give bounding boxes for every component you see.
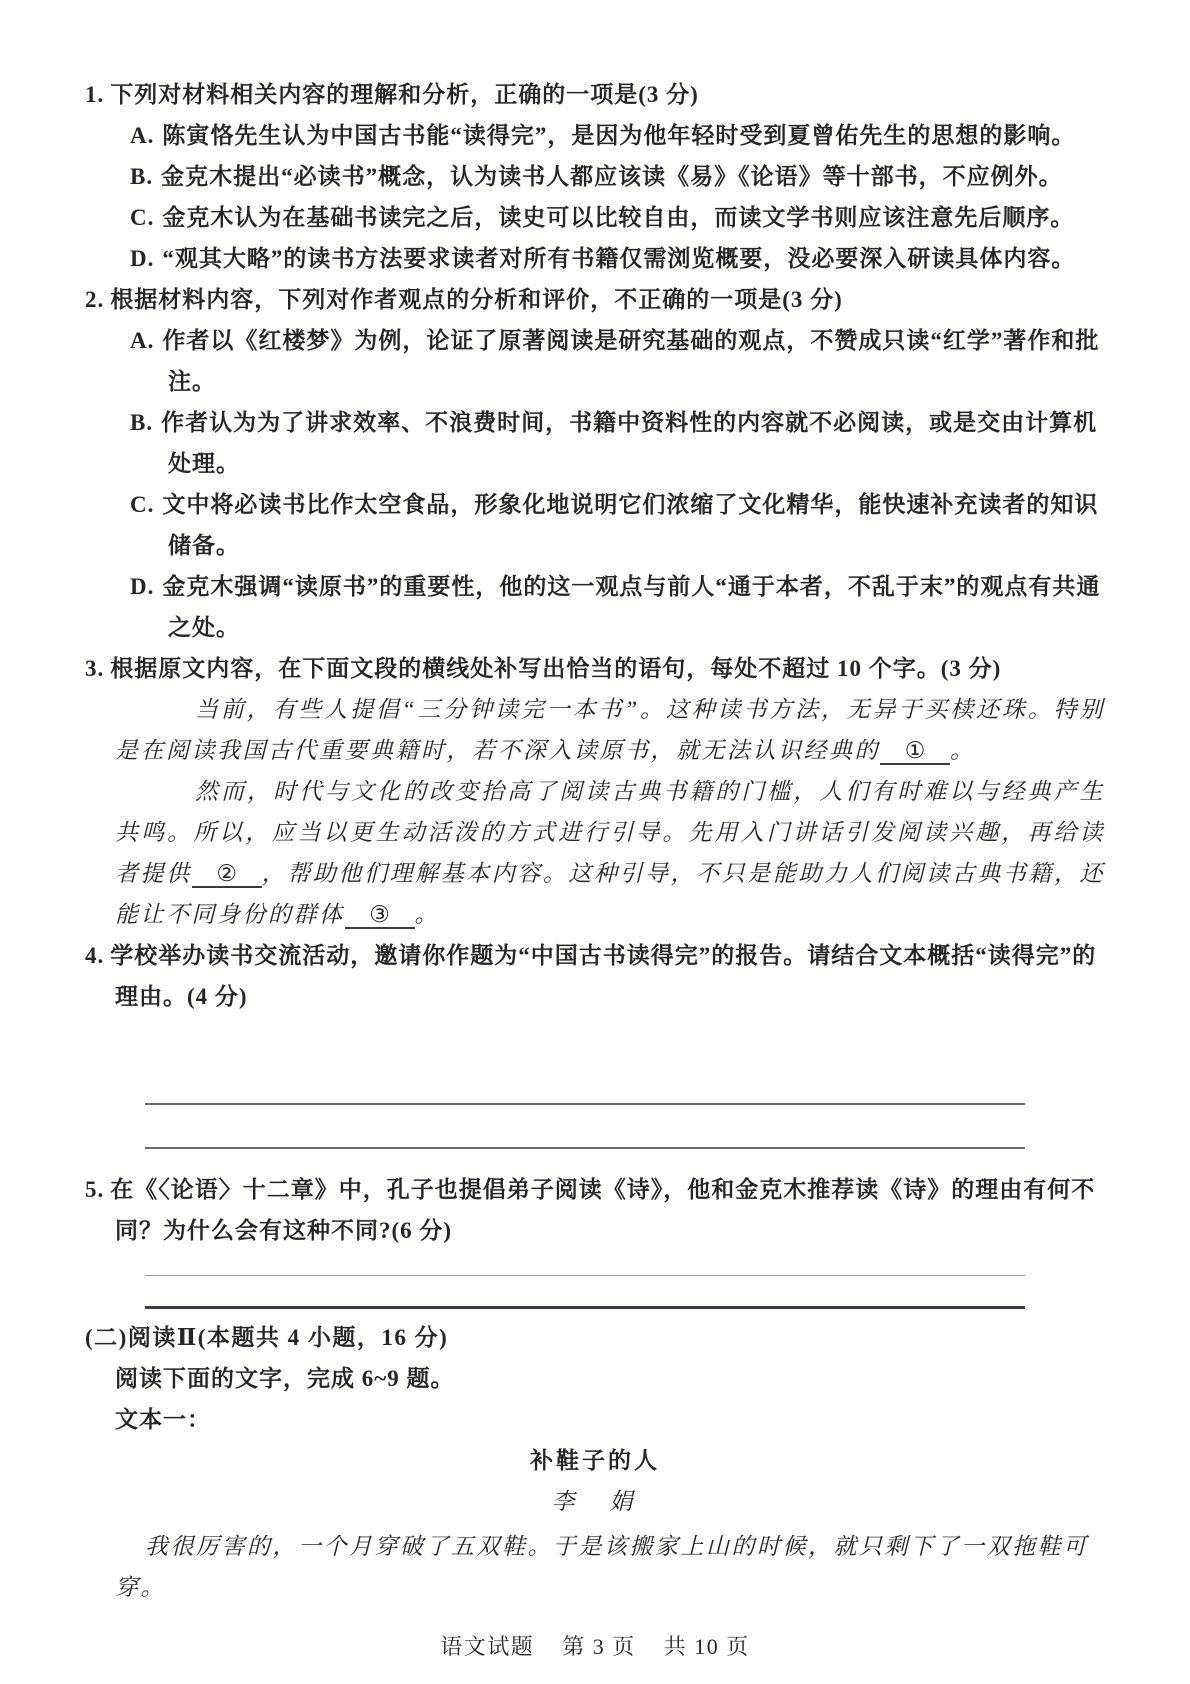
blank-2 <box>192 862 262 888</box>
option-c-label: C. <box>130 492 155 517</box>
option-a-text: 作者以《红楼梦》为例，论证了原著阅读是研究基础的观点，不赞成只读“红学”著作和批注。 <box>162 328 1100 394</box>
question-4-stem <box>85 935 1105 1017</box>
section-2-heading: (二)阅读Ⅱ(本题共 4 小题，16 分) <box>85 1325 449 1350</box>
option-a-label: A. <box>130 328 155 353</box>
option-c-label: C. <box>130 205 155 230</box>
blank-1 <box>880 739 950 765</box>
question-1-stem <box>85 74 1105 115</box>
fill-in-passage <box>85 689 1105 935</box>
answer-line <box>145 1275 1025 1276</box>
question-3-stem <box>85 648 1105 689</box>
question-1-text: 下列对材料相关内容的理解和分析，正确的一项是(3 分) <box>110 82 699 107</box>
blank-3 <box>345 903 415 929</box>
question-1-option-c <box>130 197 1105 238</box>
option-c-text: 文中将必读书比作太空食品，形象化地说明它们浓缩了文化精华，能快速补充读者的知识储备。 <box>162 492 1099 558</box>
option-c-text: 金克木认为在基础书读完之后，读史可以比较自由，而读文学书则应该注意先后顺序。 <box>162 205 1075 230</box>
question-2-option-d <box>130 566 1105 648</box>
question-5-text: 在《〈论语〉十二章》中，孔子也提倡弟子阅读《诗》，他和金克木推荐读《诗》的理由有何不同？为什么会有这种不同?(6 分) <box>110 1177 1096 1243</box>
option-b-label: B. <box>130 164 154 189</box>
reading-instruction: 阅读下面的文字，完成 6~9 题。 <box>115 1366 455 1391</box>
question-2-option-a <box>130 320 1105 402</box>
passage-paragraph-1 <box>115 689 1105 771</box>
answer-line <box>145 1306 1025 1309</box>
option-a-label: A. <box>130 123 155 148</box>
blank-3-marker: ③ <box>369 902 390 927</box>
option-d-label: D. <box>130 246 155 271</box>
passage-2-text: 然而，时代与文化的改变抬高了阅读古典书籍的门槛，人们有时难以与经典产生共鸣。所以，应当以更生动活泼的方式进行引导。先用入门讲话引发阅读兴趣，再给读者提供 <box>115 779 1105 886</box>
blank-1-marker: ① <box>904 738 926 763</box>
option-b-text: 作者认为为了讲求效率、不浪费时间，书籍中资料性的内容就不必阅读，或是交由计算机处理。 <box>161 410 1098 476</box>
footer-page-number: 第 3 页 <box>562 1634 636 1659</box>
blank-2-marker: ② <box>216 861 237 886</box>
question-2-number: 2. <box>85 287 105 312</box>
question-5-stem <box>85 1169 1105 1251</box>
question-4-text: 学校举办读书交流活动，邀请你作题为“中国古书读得完”的报告。请结合文本概括“读得完”的理由。(4 分) <box>110 943 1097 1009</box>
option-d-label: D. <box>130 574 155 599</box>
question-1-number: 1. <box>85 82 105 107</box>
question-3-number: 3. <box>85 656 105 681</box>
reading-author: 李 娟 <box>551 1489 639 1514</box>
footer-page-total: 共 10 页 <box>663 1634 750 1659</box>
option-b-text: 金克木提出“必读书”概念，认为读书人都应该读《易》《论语》等十部书，不应例外。 <box>161 164 1063 189</box>
footer-doc-title: 语文试题 <box>440 1634 535 1659</box>
page-footer <box>85 1626 1105 1667</box>
option-d-text: 金克木强调“读原书”的重要性，他的这一观点与前人“通于本者，不乱于末”的观点有共通之处。 <box>162 574 1101 640</box>
option-b-label: B. <box>130 410 154 435</box>
answer-line <box>145 1103 1025 1105</box>
narrative-first-line: 我很厉害的，一个月穿破了五双鞋。于是该搬家上山的时候，就只剩下了一双拖鞋可穿。 <box>115 1534 1089 1600</box>
passage-paragraph-2 <box>115 771 1105 935</box>
answer-line <box>145 1147 1025 1149</box>
question-2-stem <box>85 279 1105 320</box>
question-5-number: 5. <box>85 1177 105 1202</box>
question-2-option-c <box>130 484 1105 566</box>
question-4-number: 4. <box>85 943 105 968</box>
passage-1-text: 当前，有些人提倡“三分钟读完一本书”。这种读书方法，无异于买椟还珠。特别是在阅读我国古代重要典籍时，若不深入读原书，就无法认识经典的 <box>115 697 1105 763</box>
option-d-text: “观其大略”的读书方法要求读者对所有书籍仅需浏览概要，没必要深入研读具体内容。 <box>162 246 1076 271</box>
question-1-option-d <box>130 238 1105 279</box>
passage-2-mid: ，帮助他们理解基本内容。这种引导，不只是能助力人们阅读古典书籍，还能让不同身份的群体 <box>115 861 1106 927</box>
text-one-label: 文本一： <box>115 1407 211 1432</box>
question-2-text: 根据材料内容，下列对作者观点的分析和评价，不正确的一项是(3 分) <box>110 287 843 312</box>
question-3-text: 根据原文内容，在下面文段的横线处补写出恰当的语句，每处不超过 10 个字。(3 分) <box>110 656 1002 681</box>
passage-2-end: 。 <box>414 902 440 927</box>
option-a-text: 陈寅恪先生认为中国古书能“读得完”，是因为他年轻时受到夏曾佑先生的思想的影响。 <box>162 123 1076 148</box>
question-2-option-b <box>130 402 1105 484</box>
question-1-option-a <box>130 115 1105 156</box>
passage-1-end: 。 <box>950 738 976 763</box>
question-1-option-b <box>130 156 1105 197</box>
reading-title: 补鞋子的人 <box>530 1448 660 1473</box>
